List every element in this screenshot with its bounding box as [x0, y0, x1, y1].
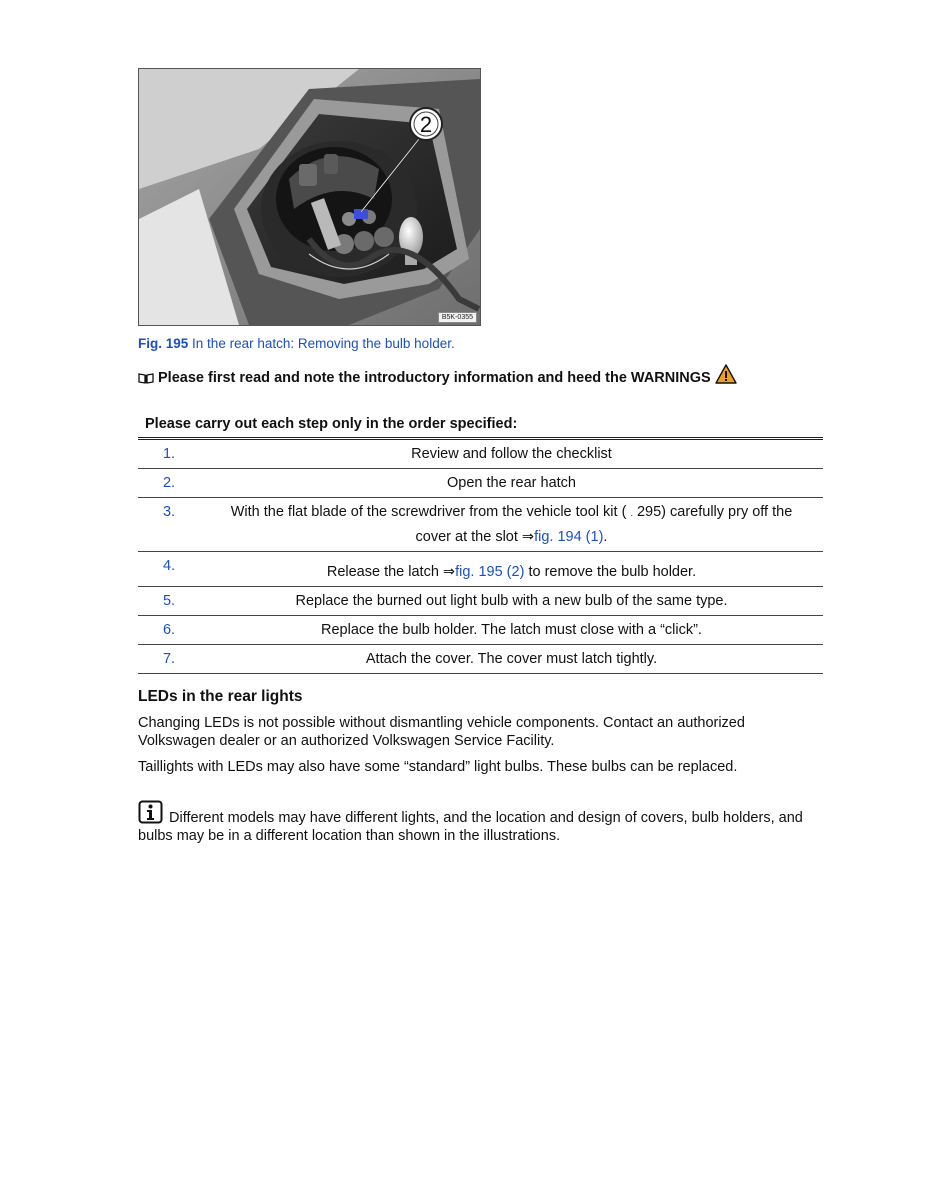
step-text: Open the rear hatch [200, 469, 823, 498]
step-number: 1. [138, 439, 200, 469]
intro-note [138, 368, 737, 388]
section-title: LEDs in the rear lights [138, 688, 303, 705]
figure-number: Fig. 195 [138, 336, 189, 351]
info-note [138, 800, 818, 845]
info-icon [138, 800, 163, 824]
steps-table [138, 437, 823, 674]
step-text-part: Release the latch ⇒ [326, 564, 456, 580]
table-row [138, 587, 823, 616]
step-number: 2. [138, 469, 200, 498]
caption-text: In the rear hatch: Removing the bulb holder. [192, 336, 455, 351]
table-row [138, 645, 823, 674]
note-text: Different models may have different lights, and the location and design of covers, bulb holders, and bulbs may be in a different location than shown in the illustrations. [138, 810, 803, 844]
step-text-part: to remove the bulb holder. [524, 564, 697, 580]
step-number: 4. [138, 552, 200, 587]
steps-heading: Please carry out each step only in the order specified: [145, 416, 518, 432]
paragraph: Changing LEDs is not possible without dismantling vehicle components. Contact an authorized Volkswagen dealer or an authorized Volkswagen Service Facility. [138, 715, 745, 749]
table-row [138, 616, 823, 645]
step-text: Attach the cover. The cover must latch tightly. [200, 645, 823, 674]
step-text: Review and follow the checklist [200, 439, 823, 469]
step-text-ref: 295) carefully pry off the [636, 504, 793, 520]
figure-code: B5K-0355 [438, 312, 477, 323]
step-number: 5. [138, 587, 200, 616]
step-text [200, 552, 823, 587]
step-text: Replace the bulb holder. The latch must close with a “click”. [200, 616, 823, 645]
step-text: With the flat blade of the screwdriver from the vehicle tool kit ( . 295) carefully pry off the cover at the slot ⇒fig. 194 (1). [200, 498, 823, 552]
step-text-end: . [603, 529, 608, 545]
table-row [138, 469, 823, 498]
step-number: 3. [138, 498, 200, 552]
step-number: 6. [138, 616, 200, 645]
paragraph: Taillights with LEDs may also have some “standard” light bulbs. These bulbs can be replaced. [138, 759, 738, 775]
table-row [138, 439, 823, 469]
step-number: 7. [138, 645, 200, 674]
table-row [138, 498, 823, 552]
step-text: Replace the burned out light bulb with a new bulb of the same type. [200, 587, 823, 616]
step-text-part: cover at the slot ⇒ [415, 529, 535, 545]
table-row [138, 552, 823, 587]
fig-194-link[interactable]: fig. 194 (1) [534, 529, 604, 545]
warning-triangle-icon[interactable] [715, 364, 737, 384]
book-icon [138, 372, 154, 384]
callout-number: 2 [419, 112, 433, 137]
figure-rear-hatch-bulb-holder [138, 68, 481, 326]
intro-text: Please first read and note the introductory information and heed the WARNINGS [158, 370, 711, 386]
fig-195-link[interactable]: fig. 195 (2) [455, 564, 525, 580]
rear-hatch-illustration [139, 69, 480, 325]
figure-caption [138, 336, 455, 351]
step-text-part: With the flat blade of the screwdriver from the vehicle tool kit ( [230, 504, 627, 520]
